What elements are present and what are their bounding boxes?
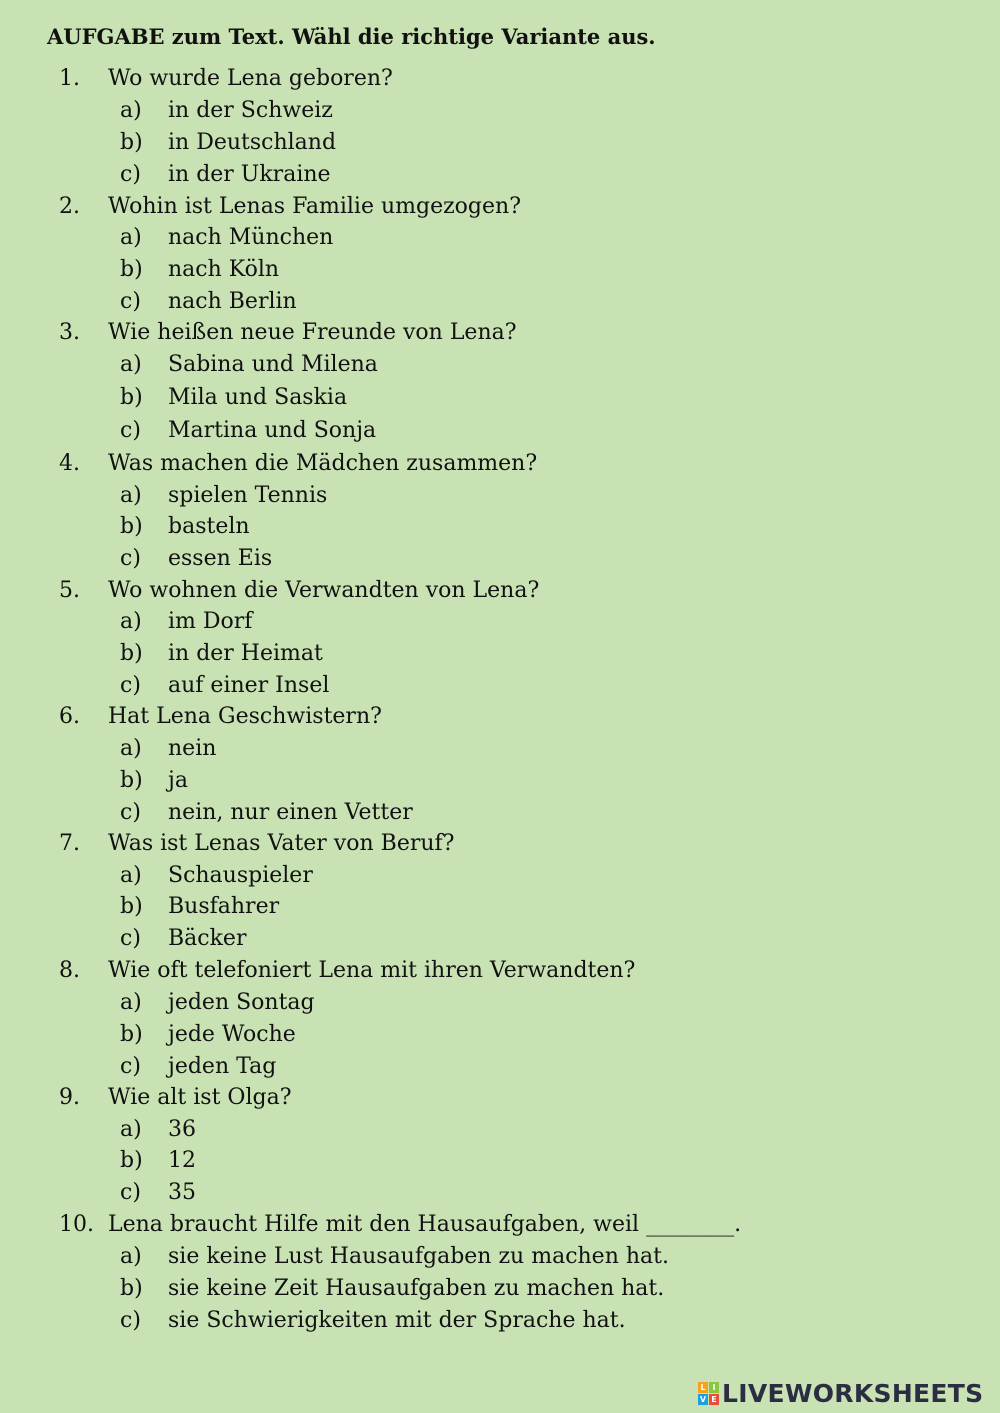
question-text: Wie alt ist Olga? xyxy=(108,1085,292,1110)
option-text: spielen Tennis xyxy=(168,483,328,508)
option-letter: a) xyxy=(120,863,142,888)
answer-option[interactable] xyxy=(0,514,1000,546)
option-letter: a) xyxy=(120,736,142,761)
answer-option[interactable] xyxy=(0,1276,1000,1308)
answer-option[interactable] xyxy=(0,641,1000,673)
answer-option[interactable] xyxy=(0,225,1000,257)
option-letter: c) xyxy=(120,926,141,951)
option-text: nach Köln xyxy=(168,257,280,282)
answer-option[interactable] xyxy=(0,768,1000,800)
option-letter: a) xyxy=(120,1244,142,1269)
answer-option[interactable] xyxy=(0,1054,1000,1086)
answer-option[interactable] xyxy=(0,546,1000,578)
option-letter: c) xyxy=(120,1054,141,1079)
option-letter: b) xyxy=(120,257,143,282)
option-letter: b) xyxy=(120,1022,143,1047)
answer-option[interactable] xyxy=(0,1244,1000,1276)
option-letter: c) xyxy=(120,546,141,571)
option-letter: c) xyxy=(120,289,141,314)
answer-option[interactable] xyxy=(0,483,1000,515)
option-text: 36 xyxy=(168,1117,196,1142)
option-letter: a) xyxy=(120,98,142,123)
logo-text: LIVEWORKSHEETS xyxy=(722,1378,984,1408)
option-letter: c) xyxy=(120,418,141,443)
question-number: 4. xyxy=(59,451,80,476)
option-text: jeden Sontag xyxy=(168,990,315,1015)
option-text: in der Heimat xyxy=(168,641,323,666)
option-text: Martina und Sonja xyxy=(168,418,377,443)
question-7 xyxy=(0,831,1000,863)
question-4 xyxy=(0,451,1000,483)
option-letter: a) xyxy=(120,990,142,1015)
option-text: Bäcker xyxy=(168,926,247,951)
option-text: jede Woche xyxy=(168,1022,296,1047)
option-letter: c) xyxy=(120,800,141,825)
worksheet-title: AUFGABE zum Text. Wähl die richtige Variante aus. xyxy=(47,24,656,49)
option-letter: c) xyxy=(120,162,141,187)
answer-option[interactable] xyxy=(0,418,1000,450)
question-text: Wohin ist Lenas Familie umgezogen? xyxy=(108,194,521,219)
question-number: 3. xyxy=(59,320,80,345)
option-text: Schauspieler xyxy=(168,863,313,888)
option-text: im Dorf xyxy=(168,609,253,634)
question-9 xyxy=(0,1085,1000,1117)
question-5 xyxy=(0,578,1000,610)
question-text: Wie heißen neue Freunde von Lena? xyxy=(108,320,517,345)
question-6 xyxy=(0,704,1000,736)
answer-option[interactable] xyxy=(0,1180,1000,1212)
question-number: 8. xyxy=(59,958,80,983)
liveworksheets-logo xyxy=(698,1378,983,1408)
logo-mark-letter: V xyxy=(699,1394,707,1404)
question-text: Lena braucht Hilfe mit den Hausaufgaben, weil ________. xyxy=(108,1212,742,1237)
answer-option[interactable] xyxy=(0,926,1000,958)
option-text: basteln xyxy=(168,514,250,539)
question-10 xyxy=(0,1212,1000,1244)
option-letter: b) xyxy=(120,130,143,155)
option-text: 12 xyxy=(168,1148,196,1173)
answer-option[interactable] xyxy=(0,736,1000,768)
answer-option[interactable] xyxy=(0,609,1000,641)
answer-option[interactable] xyxy=(0,98,1000,130)
logo-mark-letter: I xyxy=(709,1382,719,1393)
option-letter: c) xyxy=(120,673,141,698)
logo-mark-letter: E xyxy=(709,1394,719,1405)
question-text: Wo wurde Lena geboren? xyxy=(108,66,393,91)
option-letter: b) xyxy=(120,641,143,666)
answer-option[interactable] xyxy=(0,1148,1000,1180)
option-text: auf einer Insel xyxy=(168,673,330,698)
question-number: 7. xyxy=(59,831,80,856)
option-text: 35 xyxy=(168,1180,196,1205)
option-text: nach München xyxy=(168,225,334,250)
option-letter: b) xyxy=(120,1276,143,1301)
answer-option[interactable] xyxy=(0,352,1000,384)
option-text: essen Eis xyxy=(168,546,273,571)
option-text: Sabina und Milena xyxy=(168,352,378,377)
option-text: sie Schwierigkeiten mit der Sprache hat. xyxy=(168,1308,626,1333)
answer-option[interactable] xyxy=(0,894,1000,926)
answer-option[interactable] xyxy=(0,130,1000,162)
option-text: nach Berlin xyxy=(168,289,297,314)
answer-option[interactable] xyxy=(0,1022,1000,1054)
option-text: in der Schweiz xyxy=(168,98,333,123)
question-text: Was ist Lenas Vater von Beruf? xyxy=(108,831,455,856)
option-text: ja xyxy=(168,768,188,793)
question-text: Wo wohnen die Verwandten von Lena? xyxy=(108,578,540,603)
question-2 xyxy=(0,194,1000,226)
answer-option[interactable] xyxy=(0,1117,1000,1149)
option-letter: b) xyxy=(120,894,143,919)
option-letter: a) xyxy=(120,225,142,250)
option-text: sie keine Lust Hausaufgaben zu machen hat. xyxy=(168,1244,669,1269)
question-number: 5. xyxy=(59,578,80,603)
option-text: in Deutschland xyxy=(168,130,337,155)
option-letter: b) xyxy=(120,514,143,539)
answer-option[interactable] xyxy=(0,990,1000,1022)
option-letter: a) xyxy=(120,483,142,508)
option-text: in der Ukraine xyxy=(168,162,331,187)
question-number: 6. xyxy=(59,704,80,729)
option-letter: a) xyxy=(120,352,142,377)
question-number: 2. xyxy=(59,194,80,219)
answer-option[interactable] xyxy=(0,800,1000,832)
question-3 xyxy=(0,320,1000,352)
option-letter: b) xyxy=(120,1148,143,1173)
question-text: Wie oft telefoniert Lena mit ihren Verwandten? xyxy=(108,958,636,983)
option-text: Mila und Saskia xyxy=(168,385,348,410)
option-letter: a) xyxy=(120,1117,142,1142)
answer-option[interactable] xyxy=(0,673,1000,705)
option-text: nein, nur einen Vetter xyxy=(168,800,413,825)
logo-mark-letter: L xyxy=(698,1382,708,1393)
question-8 xyxy=(0,958,1000,990)
answer-option[interactable] xyxy=(0,162,1000,194)
option-letter: b) xyxy=(120,768,143,793)
question-1 xyxy=(0,66,1000,98)
question-number: 10. xyxy=(59,1212,94,1237)
answer-option[interactable] xyxy=(0,1308,1000,1340)
option-letter: c) xyxy=(120,1308,141,1333)
question-text: Hat Lena Geschwistern? xyxy=(108,704,382,729)
answer-option[interactable] xyxy=(0,257,1000,289)
answer-option[interactable] xyxy=(0,863,1000,895)
option-letter: a) xyxy=(120,609,142,634)
option-text: Busfahrer xyxy=(168,894,280,919)
option-letter: c) xyxy=(120,1180,141,1205)
question-number: 1. xyxy=(59,66,80,91)
question-text: Was machen die Mädchen zusammen? xyxy=(108,451,538,476)
liveworksheets-logo-icon xyxy=(698,1382,719,1405)
answer-option[interactable] xyxy=(0,385,1000,417)
option-text: jeden Tag xyxy=(168,1054,277,1079)
option-letter: b) xyxy=(120,385,143,410)
question-number: 9. xyxy=(59,1085,80,1110)
option-text: nein xyxy=(168,736,217,761)
answer-option[interactable] xyxy=(0,289,1000,321)
option-text: sie keine Zeit Hausaufgaben zu machen hat. xyxy=(168,1276,665,1301)
